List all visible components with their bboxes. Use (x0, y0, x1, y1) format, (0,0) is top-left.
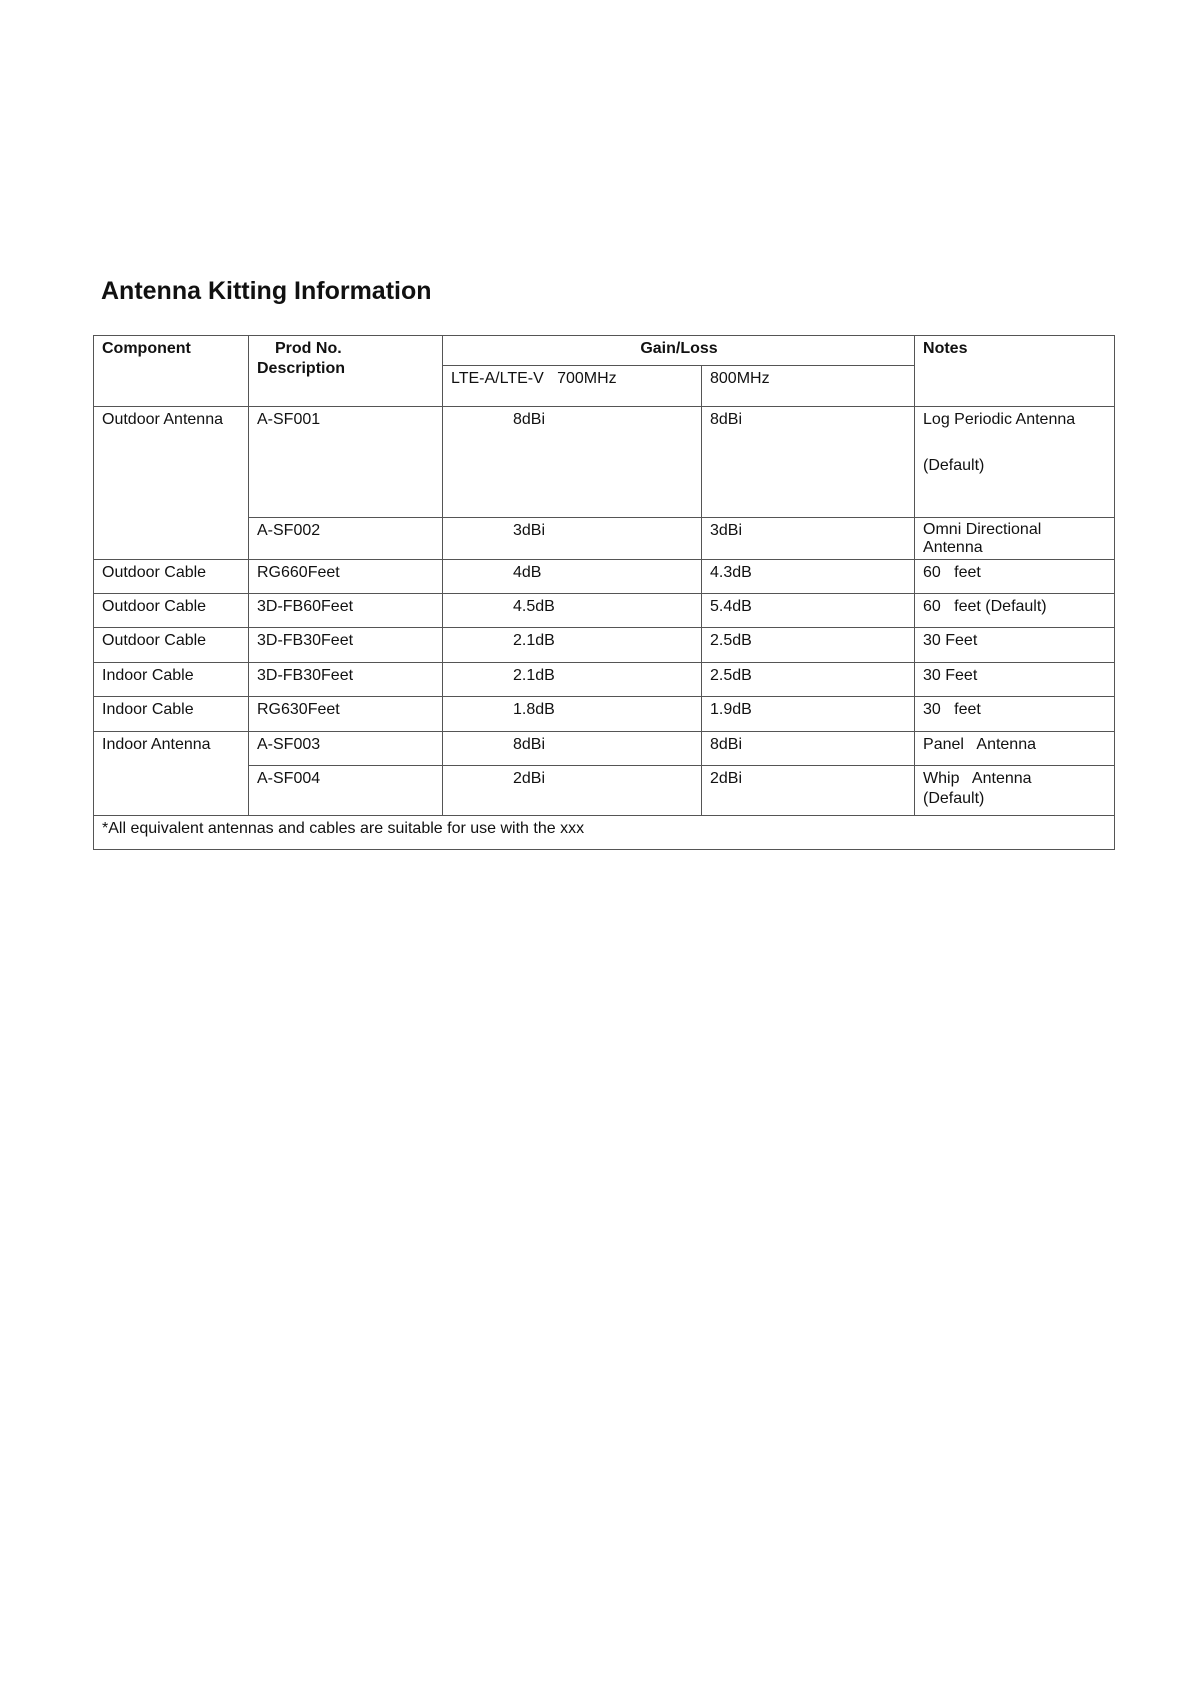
cell-gain-700: 8dBi (443, 407, 702, 518)
cell-gain-800: 3dBi (702, 518, 915, 560)
table-row (94, 697, 1115, 732)
cell-gain-800: 8dBi (702, 732, 915, 766)
cell-prod: 3D-FB30Feet (249, 663, 443, 697)
cell-gain-800: 8dBi (702, 407, 915, 518)
cell-prod: RG660Feet (249, 560, 443, 594)
cell-prod: A-SF004 (249, 766, 443, 816)
cell-gain-800: 4.3dB (702, 560, 915, 594)
cell-prod: 3D-FB30Feet (249, 628, 443, 663)
cell-gain-800: 2dBi (702, 766, 915, 816)
cell-notes (915, 766, 1115, 816)
table-row (94, 560, 1115, 594)
cell-component-indoor-antenna (94, 732, 249, 816)
cell-component-outdoor-antenna (94, 407, 249, 560)
cell-gain-800: 2.5dB (702, 628, 915, 663)
cell-prod: A-SF001 (249, 407, 443, 518)
header-band-800: 800MHz (702, 366, 915, 407)
header-description: Description (257, 360, 346, 377)
cell-gain-800: 2.5dB (702, 663, 915, 697)
cell-gain-700: 2dBi (443, 766, 702, 816)
cell-gain-700: 8dBi (443, 732, 702, 766)
antenna-kitting-table (93, 335, 1115, 850)
cell-gain-700: 2.1dB (443, 628, 702, 663)
note-text-secondary: Antenna (923, 539, 983, 556)
cell-component: Outdoor Cable (94, 594, 249, 628)
component-outdoor-antenna: Outdoor Antenna (102, 411, 223, 428)
note-text: Omni Directional (923, 521, 1042, 538)
table-row (94, 663, 1115, 697)
component-indoor-antenna: Indoor Antenna (102, 736, 211, 753)
table-row (94, 628, 1115, 663)
cell-prod: A-SF003 (249, 732, 443, 766)
cell-component: Indoor Cable (94, 697, 249, 732)
note-text: Log Periodic Antenna (923, 411, 1076, 428)
cell-prod: A-SF002 (249, 518, 443, 560)
header-notes: Notes (915, 336, 1115, 407)
cell-notes: 60 feet (Default) (915, 594, 1115, 628)
table-row (94, 594, 1115, 628)
cell-notes: Panel Antenna (915, 732, 1115, 766)
cell-notes: 30 Feet (915, 663, 1115, 697)
cell-gain-800: 5.4dB (702, 594, 915, 628)
table-row (94, 407, 1115, 518)
cell-notes (915, 518, 1115, 560)
table-header-row (94, 336, 1115, 366)
note-text-secondary: (Default) (923, 457, 985, 474)
footnote-row (94, 816, 1115, 850)
cell-gain-800: 1.9dB (702, 697, 915, 732)
header-band-700: LTE-A/LTE-V 700MHz (443, 366, 702, 407)
cell-notes (915, 407, 1115, 518)
header-prod-description (249, 336, 443, 407)
cell-component: Indoor Cable (94, 663, 249, 697)
cell-prod: RG630Feet (249, 697, 443, 732)
cell-gain-700: 2.1dB (443, 663, 702, 697)
cell-notes: 60 feet (915, 560, 1115, 594)
cell-component: Outdoor Cable (94, 560, 249, 594)
table-row (94, 732, 1115, 766)
cell-component: Outdoor Cable (94, 628, 249, 663)
cell-gain-700: 4dB (443, 560, 702, 594)
cell-gain-700: 4.5dB (443, 594, 702, 628)
note-text-secondary: (Default) (923, 790, 985, 807)
header-prod-no: Prod No. (275, 340, 342, 357)
header-gain-loss: Gain/Loss (443, 336, 915, 366)
cell-notes: 30 feet (915, 697, 1115, 732)
footnote: *All equivalent antennas and cables are suitable for use with the xxx (94, 816, 1115, 850)
cell-gain-700: 3dBi (443, 518, 702, 560)
cell-notes: 30 Feet (915, 628, 1115, 663)
note-text: Whip Antenna (923, 770, 1032, 787)
cell-prod: 3D-FB60Feet (249, 594, 443, 628)
document-title: Antenna Kitting Information (101, 277, 432, 305)
header-component: Component (94, 336, 249, 407)
cell-gain-700: 1.8dB (443, 697, 702, 732)
